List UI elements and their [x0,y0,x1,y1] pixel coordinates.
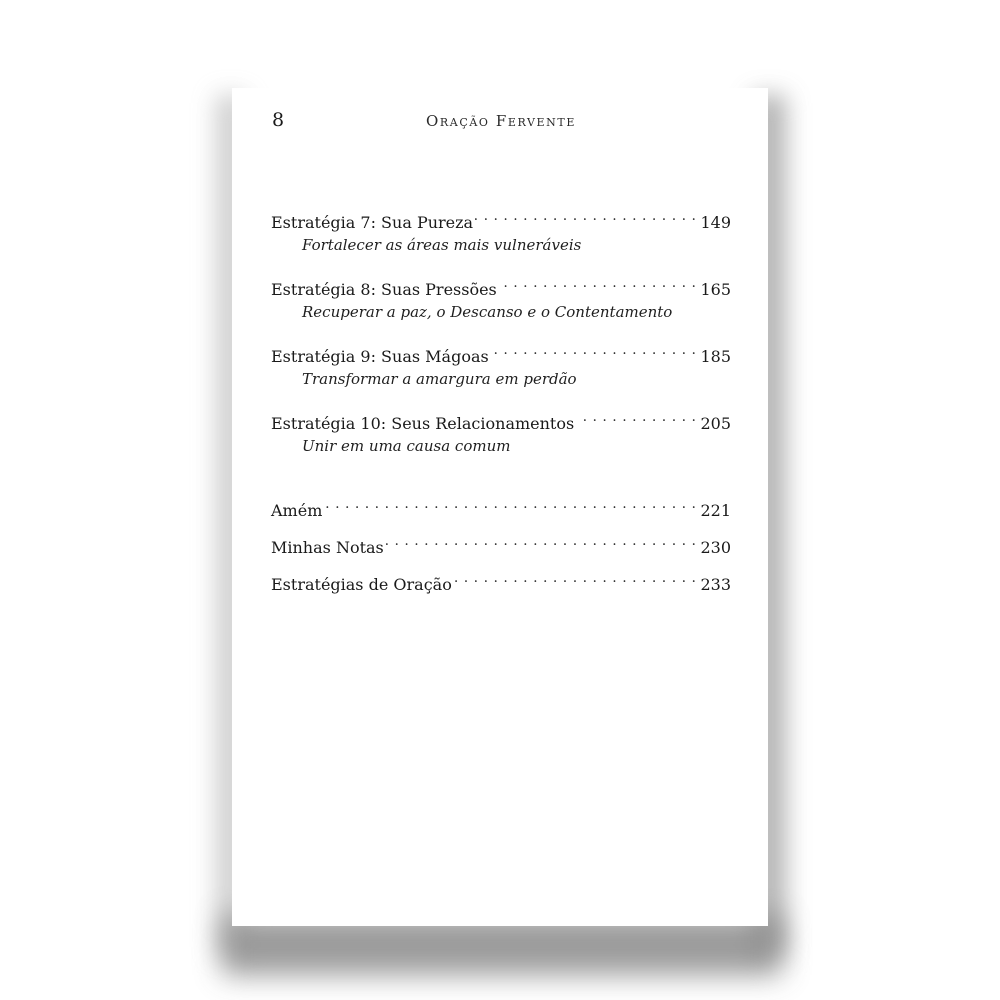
toc-entry-title: Minhas Notas [271,538,384,557]
back-matter-list [271,492,731,597]
toc-entry-estrategia-7 [271,204,731,255]
toc-entry-page: 233 [700,575,731,594]
table-of-contents [271,204,731,603]
dot-leader [499,271,697,295]
page-number: 8 [272,109,285,131]
toc-entry-page: 230 [700,538,731,557]
toc-entry-page: 205 [700,414,731,433]
dot-leader [386,529,697,553]
toc-entry-title: Amém [271,501,323,520]
toc-entry-estrategia-8 [271,271,731,322]
dot-leader [324,492,696,516]
dot-leader [491,338,697,362]
dot-leader [475,204,696,228]
toc-entry-estrategias-de-oracao [271,566,731,597]
toc-entry-title: Estratégia 7: Sua Pureza [271,213,474,232]
running-head [272,108,732,134]
toc-entry-page: 149 [700,213,731,232]
toc-entry-subtitle: Fortalecer as áreas mais vulneráveis [302,236,582,254]
toc-entry-title: Estratégia 10: Seus Relacionamentos [271,414,575,433]
dot-leader [576,405,696,429]
toc-entry-title: Estratégias de Oração [271,575,452,594]
toc-entry-page: 185 [700,347,731,366]
toc-entry-estrategia-10 [271,405,731,456]
toc-entry-estrategia-9 [271,338,731,389]
book-title: Oração Fervente [426,112,576,130]
toc-entry-minhas-notas [271,529,731,560]
toc-entry-page: 165 [700,280,731,299]
toc-entry-page: 221 [700,501,731,520]
toc-entry-subtitle: Unir em uma causa comum [302,437,511,455]
toc-entry-subtitle: Recuperar a paz, o Descanso e o Contentamento [302,303,673,321]
toc-entry-title: Estratégia 9: Suas Mágoas [271,347,489,366]
toc-entry-amem [271,492,731,523]
book-page [232,88,768,926]
toc-entry-subtitle: Transformar a amargura em perdão [302,370,577,388]
toc-entry-title: Estratégia 8: Suas Pressões [271,280,497,299]
dot-leader [454,566,697,590]
